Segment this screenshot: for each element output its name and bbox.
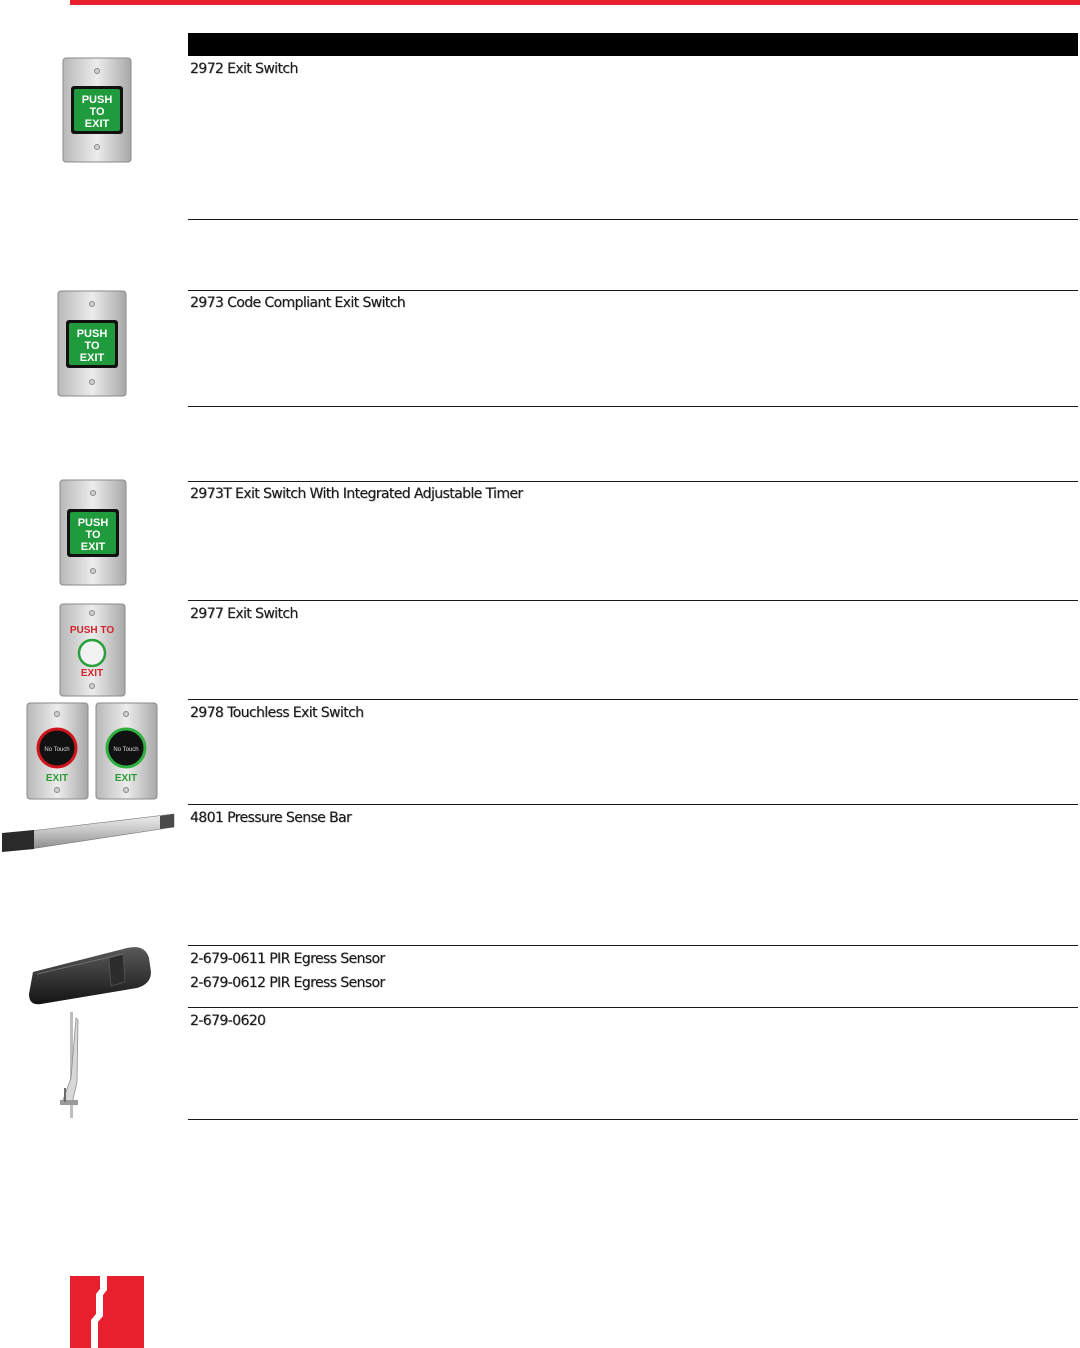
product-image-2-679-0620 — [56, 1012, 86, 1120]
button-text-line3: EXIT — [80, 541, 106, 553]
product-image-2978-green — [95, 702, 158, 800]
product-image-2977 — [59, 603, 126, 697]
product-title-2972: 2972 Exit Switch — [190, 61, 298, 77]
product-image-4801 — [0, 805, 176, 857]
sensor-label: No Touch — [113, 747, 139, 753]
brand-logo — [70, 1276, 144, 1348]
row-divider — [188, 406, 1078, 407]
product-image-2978-red — [26, 702, 89, 800]
product-title-2-679-0612: 2-679-0612 PIR Egress Sensor — [190, 975, 385, 991]
button-text-line3: EXIT — [79, 352, 105, 364]
product-title-2978: 2978 Touchless Exit Switch — [190, 705, 364, 721]
top-accent-rule — [70, 0, 1080, 5]
product-title-2-679-0611: 2-679-0611 PIR Egress Sensor — [190, 951, 385, 967]
row-divider — [188, 290, 1078, 291]
product-title-2977: 2977 Exit Switch — [190, 606, 298, 622]
product-title-4801: 4801 Pressure Sense Bar — [190, 810, 352, 826]
button-text-line1: PUSH — [81, 94, 113, 106]
product-image-2972 — [62, 57, 132, 163]
row-divider — [188, 1007, 1078, 1008]
row-divider — [188, 1119, 1078, 1120]
product-image-2973t — [59, 479, 127, 586]
row-divider — [188, 804, 1078, 805]
button-text-line2: TO — [89, 106, 105, 118]
product-title-2-679-0620: 2-679-0620 — [190, 1013, 266, 1029]
product-title-2973: 2973 Code Compliant Exit Switch — [190, 295, 406, 311]
button-text-line1: PUSH — [76, 328, 108, 340]
plate-top-text: PUSH TO — [69, 625, 115, 636]
button-text-line2: TO — [84, 340, 100, 352]
row-divider — [188, 945, 1078, 946]
row-divider — [188, 481, 1078, 482]
sensor-label: No Touch — [44, 747, 70, 753]
table-header-bar — [188, 33, 1078, 56]
row-divider — [188, 600, 1078, 601]
product-image-pir-sensor — [27, 942, 155, 1008]
plate-exit-text: EXIT — [114, 773, 138, 784]
product-image-2973 — [57, 290, 127, 397]
button-text-line2: TO — [85, 529, 101, 541]
button-text-line1: PUSH — [77, 517, 109, 529]
row-divider — [188, 699, 1078, 700]
product-title-2973t: 2973T Exit Switch With Integrated Adjustable Timer — [190, 486, 523, 502]
plate-exit-text: EXIT — [45, 773, 69, 784]
button-text-line3: EXIT — [84, 118, 110, 130]
row-divider — [188, 219, 1078, 220]
plate-bottom-text: EXIT — [80, 668, 104, 679]
